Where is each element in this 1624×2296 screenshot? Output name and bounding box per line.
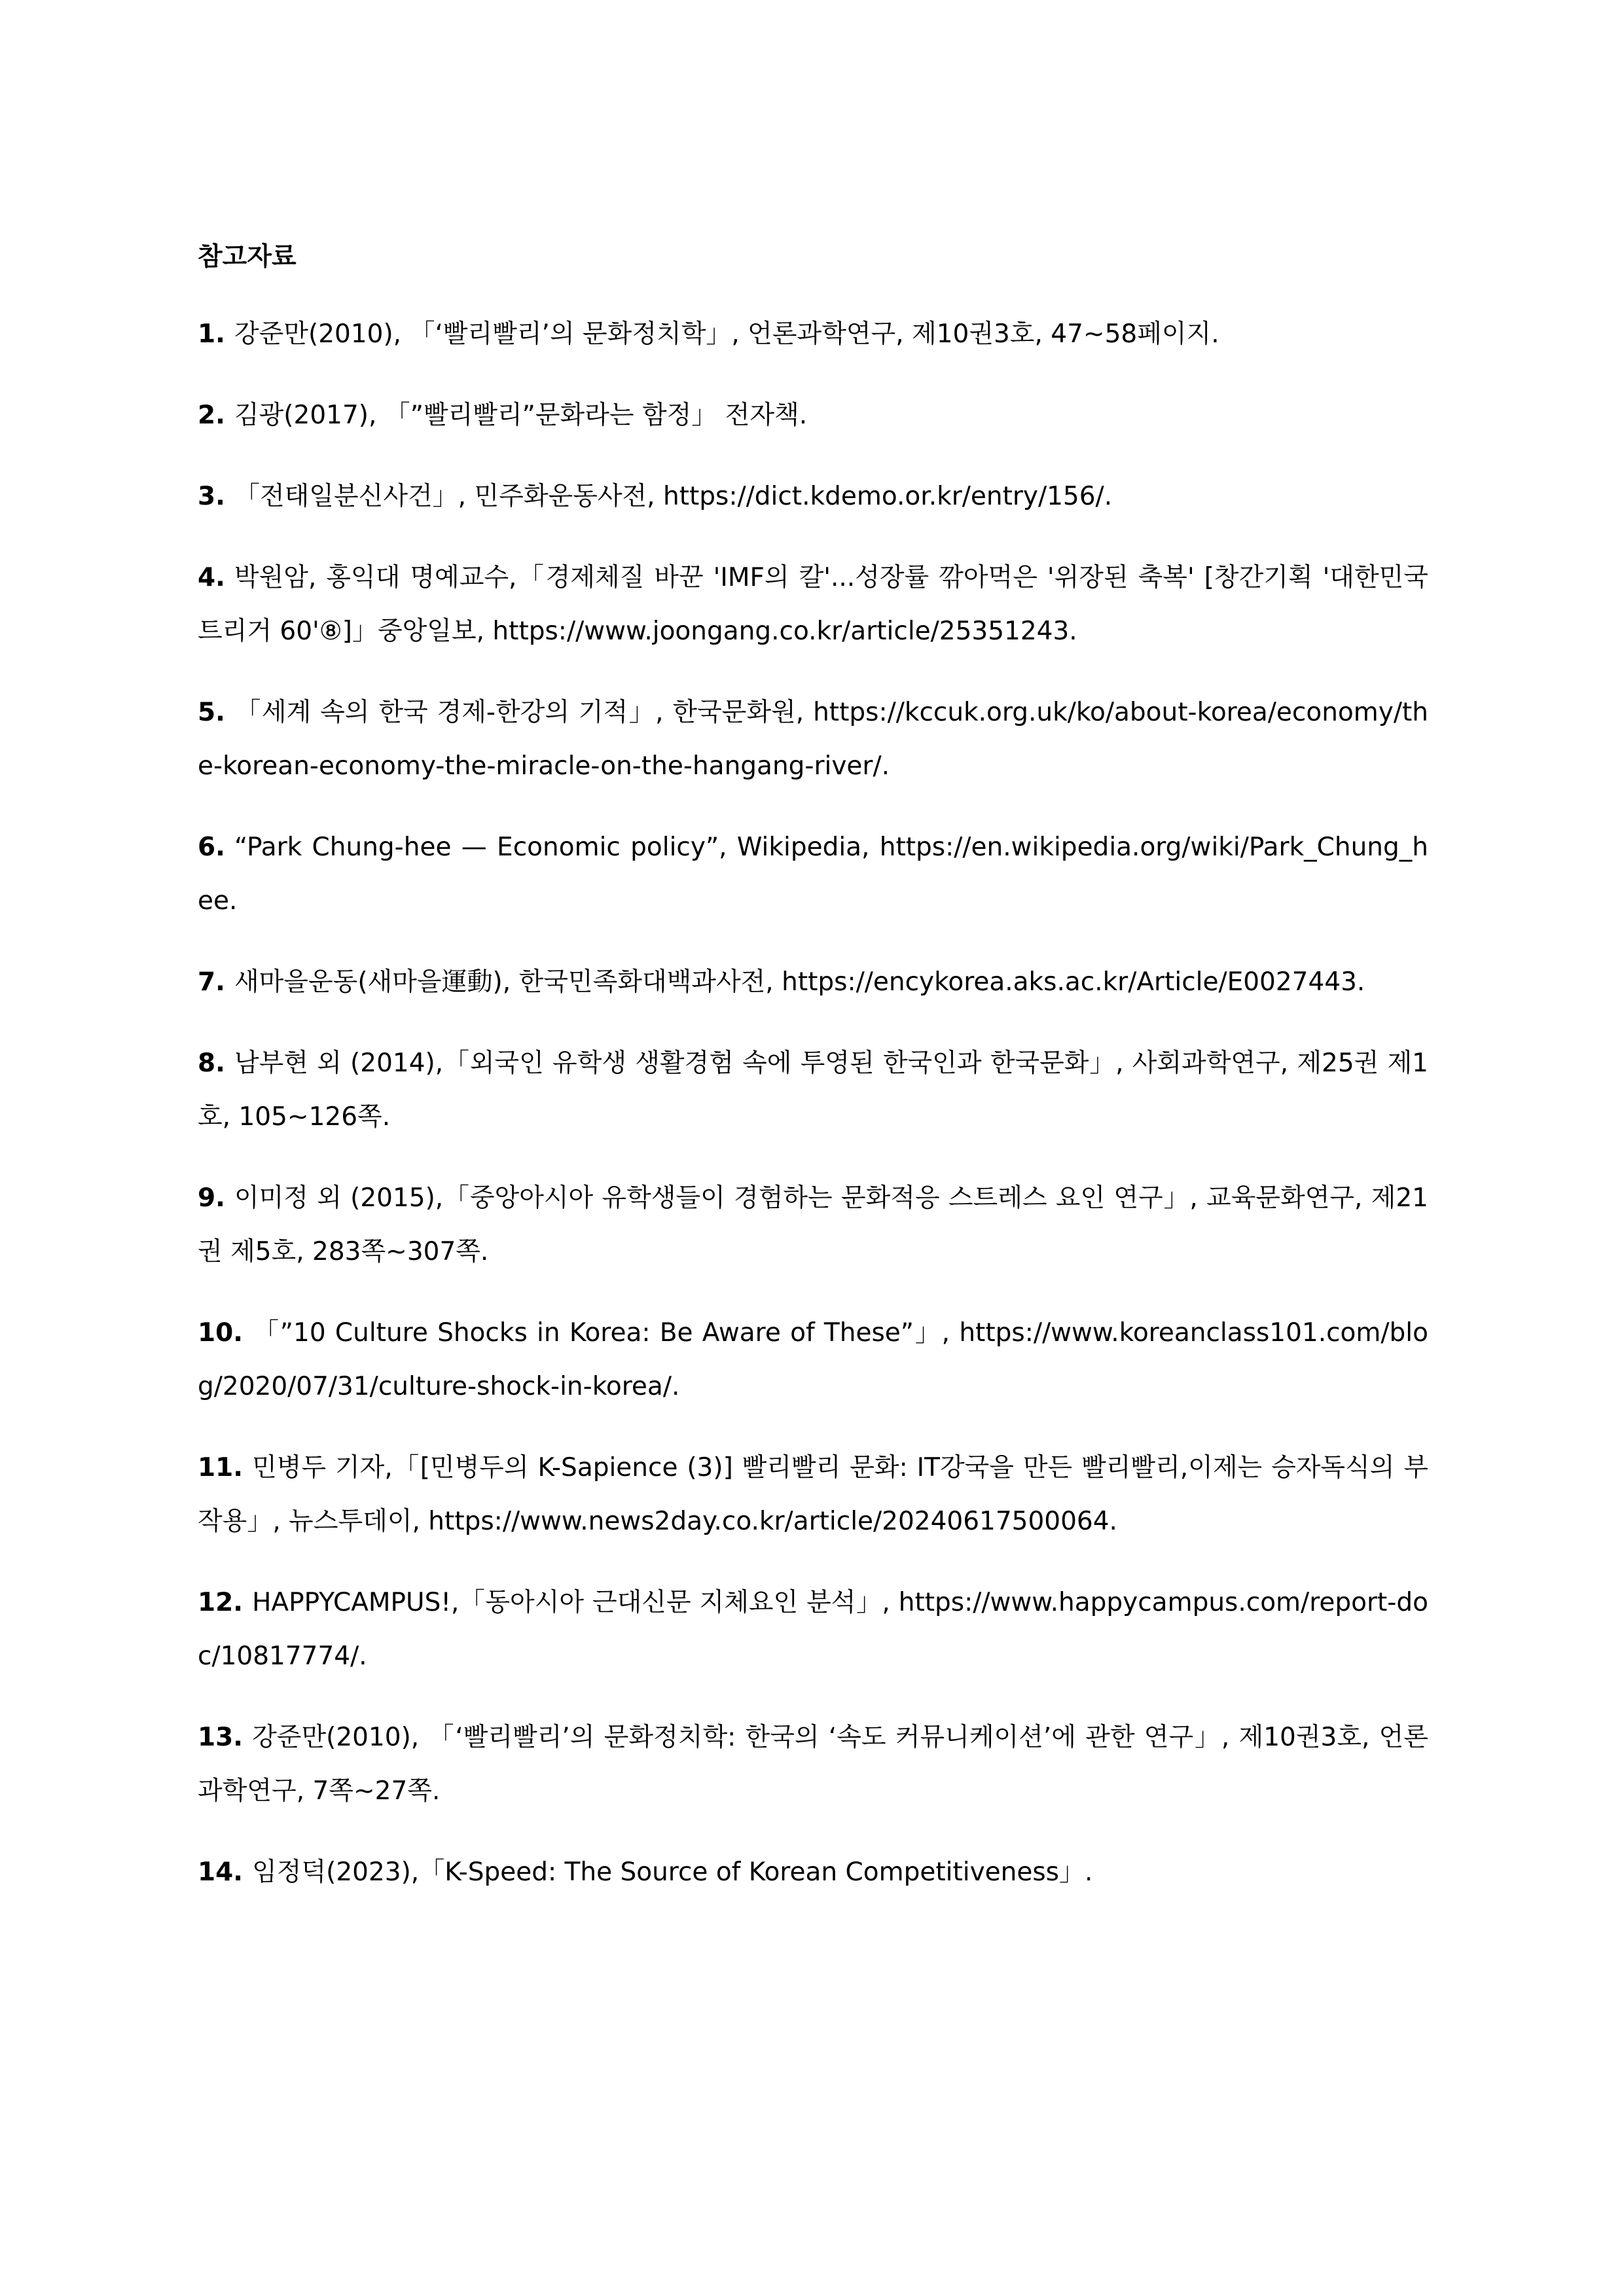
reference-text: 「세계 속의 한국 경제-한강의 기적」, 한국문화원, https://kccuk.org.uk/ko/about-korea/economy/the-korean-economy-the-miracle-on-the-hangang-river/. (198, 698, 1428, 781)
reference-text: 민병두 기자,「[민병두의 K-Sapience (3)] 빨리빨리 문화: IT강국을 만든 빨리빨리,이제는 승자독식의 부작용」, 뉴스투데이, https://www.news2day.co.kr/article/20240617500064. (198, 1453, 1428, 1536)
reference-list (198, 308, 1428, 1899)
reference-item (198, 1576, 1428, 1683)
reference-text: 김광(2017), 「”빨리빨리”문화라는 함정」 전자책. (234, 401, 808, 430)
reference-number: 6. (198, 833, 225, 862)
reference-item (198, 821, 1428, 928)
reference-number: 12. (198, 1588, 244, 1617)
reference-item (198, 956, 1428, 1009)
reference-item (198, 470, 1428, 524)
reference-number: 10. (198, 1318, 244, 1348)
reference-text: 강준만(2010), 「‘빨리빨리’의 문화정치학」, 언론과학연구, 제10권3호, 47~58페이지. (234, 319, 1219, 349)
reference-text: 임정덕(2023),「K-Speed: The Source of Korean Competitiveness」. (252, 1857, 1093, 1887)
reference-number: 9. (198, 1183, 225, 1213)
reference-number: 13. (198, 1723, 244, 1752)
reference-item (198, 308, 1428, 361)
reference-text: HAPPYCAMPUS!,「동아시아 근대신문 지체요인 분석」, https://www.happycampus.com/report-doc/10817774/. (198, 1588, 1428, 1671)
reference-number: 2. (198, 401, 225, 430)
reference-number: 7. (198, 967, 225, 997)
reference-text: 박원암, 홍익대 명예교수,「경제체질 바꾼 'IMF의 칼'...성장률 깎아먹은 '위장된 축복' [창간기획 '대한민국 트리거 60'⑧]」중앙일보, https://www.joongang.co.kr/article/25351243. (198, 563, 1428, 646)
reference-item (198, 1306, 1428, 1414)
reference-text: 이미정 외 (2015),「중앙아시아 유학생들이 경험하는 문화적응 스트레스 요인 연구」, 교육문화연구, 제21권 제5호, 283쪽~307쪽. (198, 1183, 1428, 1266)
reference-number: 1. (198, 319, 225, 349)
reference-item (198, 1711, 1428, 1818)
reference-text: 남부현 외 (2014),「외국인 유학생 생활경험 속에 투영된 한국인과 한국문화」, 사회과학연구, 제25권 제1호, 105~126쪽. (198, 1049, 1428, 1132)
reference-item (198, 551, 1428, 658)
reference-number: 14. (198, 1857, 244, 1887)
reference-text: 새마을운동(새마을運動), 한국민족화대백과사전, https://encykorea.aks.ac.kr/Article/E0027443. (234, 967, 1365, 997)
reference-text: 「”10 Culture Shocks in Korea: Be Aware of These”」, https://www.koreanclass101.com/blog/2020/07/31/culture-shock-in-korea/. (198, 1318, 1428, 1401)
reference-text: 「전태일분신사건」, 민주화운동사전, https://dict.kdemo.or.kr/entry/156/. (234, 482, 1113, 511)
reference-number: 8. (198, 1049, 225, 1078)
reference-text: 강준만(2010), 「‘빨리빨리’의 문화정치학: 한국의 ‘속도 커뮤니케이션’에 관한 연구」, 제10권3호, 언론과학연구, 7쪽~27쪽. (198, 1723, 1428, 1806)
reference-number: 3. (198, 482, 225, 511)
reference-number: 5. (198, 698, 225, 727)
reference-item (198, 686, 1428, 793)
reference-item (198, 1037, 1428, 1144)
reference-item (198, 1441, 1428, 1549)
references-section (198, 230, 1428, 1927)
reference-number: 11. (198, 1453, 244, 1482)
reference-item (198, 1846, 1428, 1899)
references-heading: 참고자료 (198, 242, 297, 272)
reference-item (198, 389, 1428, 442)
reference-text: “Park Chung-hee — Economic policy”, Wikipedia, https://en.wikipedia.org/wiki/Park_Chung_hee. (198, 833, 1428, 916)
reference-number: 4. (198, 563, 225, 592)
reference-item (198, 1172, 1428, 1279)
